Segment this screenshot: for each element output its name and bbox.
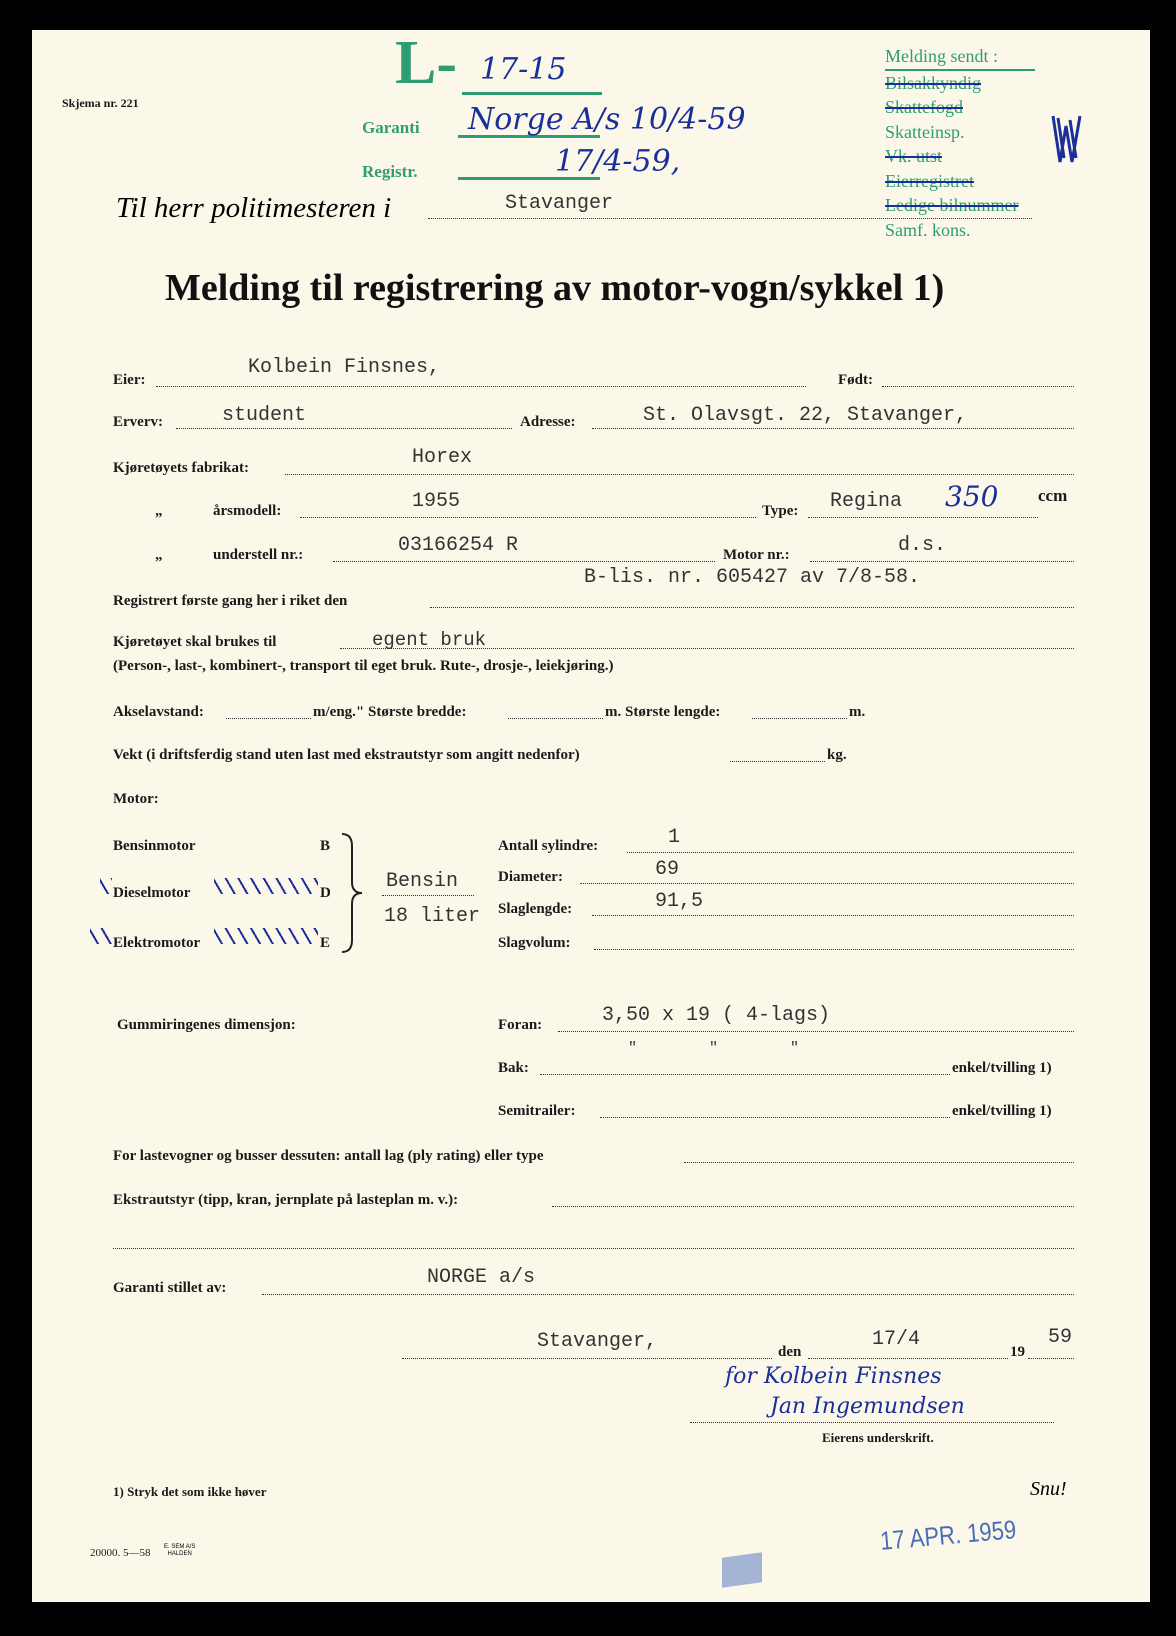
strike-elektro	[214, 928, 318, 944]
dieselmotor-label: Dieselmotor	[113, 885, 191, 901]
arsmodell-label: årsmodell:	[213, 503, 282, 519]
year-value: 59	[1048, 1326, 1073, 1349]
bak-enkel-tvilling: enkel/tvilling 1)	[952, 1060, 1052, 1076]
page-title: Melding til registrering av motor-vogn/sykkel 1)	[165, 267, 945, 309]
hw-garanti: Norge A/s 10/4-59	[468, 102, 746, 137]
bak-label: Bak:	[498, 1060, 529, 1076]
adresse-label: Adresse:	[520, 414, 576, 430]
print-info: 20000. 5—58	[90, 1547, 151, 1559]
year-prefix: 19	[1010, 1344, 1025, 1360]
fabrikat-label: Kjøretøyets fabrikat:	[113, 460, 249, 476]
snu-text: Snu!	[1030, 1478, 1067, 1500]
type-value: Regina	[830, 490, 903, 513]
fodt-label: Født:	[838, 372, 873, 388]
stamp-registr-label: Registr.	[362, 162, 418, 181]
garanti-label: Garanti stillet av:	[113, 1280, 227, 1296]
ditto-mark: „	[155, 503, 163, 519]
ccm-hw: 350	[945, 480, 999, 513]
slaglengde-label: Slaglengde:	[498, 901, 573, 917]
strike-elektro-left	[90, 928, 112, 944]
slagvolum-label: Slagvolum:	[498, 935, 571, 951]
footnote: 1) Stryk det som ikke høver	[113, 1484, 267, 1499]
type-label: Type:	[762, 503, 799, 519]
signature-line-2: Jan Ingemundsen	[770, 1394, 965, 1419]
b-lis-value: B-lis. nr. 605427 av 7/8-58.	[584, 566, 921, 589]
strike-diesel	[214, 878, 318, 894]
aksel-label: Akselavstand:	[113, 704, 204, 720]
date-value: 17/4	[872, 1328, 921, 1351]
vekt-label: Vekt (i driftsferdig stand uten last med ekstrautstyr som angitt nedenfor)	[113, 747, 580, 763]
motor-nr-label: Motor nr.:	[723, 547, 790, 563]
brukes-value: egent bruk	[372, 629, 487, 651]
strike-diesel-left	[100, 878, 112, 894]
brukes-note: (Person-, last-, kombinert-, transport til eget bruk. Rute-, drosje-, leiekjøring.)	[113, 658, 614, 674]
foran-label: Foran:	[498, 1017, 543, 1033]
stamp-melding-sendt: Melding sendt : Bilsakkyndig Skattefogd Skatteinsp. Vk. utst Eierregistret Ledige bilnummer Samf. kons.	[885, 44, 1035, 242]
addressee-value: Stavanger	[505, 192, 614, 215]
d-code: D	[320, 885, 331, 901]
erverv-label: Erverv:	[113, 414, 163, 430]
gummi-label: Gummiringenes dimensjon:	[117, 1017, 296, 1033]
place-value: Stavanger,	[537, 1330, 658, 1353]
den-label: den	[778, 1344, 802, 1360]
b-code: B	[320, 838, 331, 854]
fabrikat-value: Horex	[412, 446, 473, 469]
brace	[338, 832, 366, 954]
lengde-label: m. Største lengde:	[605, 704, 721, 720]
eier-value: Kolbein Finsnes,	[248, 356, 441, 379]
hw-initials	[1050, 112, 1084, 168]
eier-label: Eier:	[113, 372, 146, 388]
ekstrautstyr-label: Ekstrautstyr (tipp, kran, jernplate på lasteplan m. v.):	[113, 1192, 459, 1208]
stamp-letter: L-	[395, 29, 457, 97]
diameter-value: 69	[655, 858, 680, 881]
bensinmotor-label: Bensinmotor	[113, 838, 196, 854]
hw-registr: 17/4-59,	[555, 144, 681, 179]
received-date-stamp: 17 APR. 1959	[878, 1514, 1018, 1556]
brukes-label: Kjøretøyet skal brukes til	[113, 634, 277, 650]
ditto-mark: „	[155, 547, 163, 563]
addressee-label: Til herr politimesteren i	[116, 192, 392, 224]
understell-label: understell nr.:	[213, 547, 304, 563]
garanti-value: NORGE a/s	[427, 1266, 536, 1289]
arsmodell-value: 1955	[412, 490, 461, 513]
motor-heading: Motor:	[113, 791, 159, 807]
slaglengde-value: 91,5	[655, 890, 704, 913]
underskrift-label: Eierens underskrift.	[822, 1430, 934, 1445]
understell-value: 03166254 R	[398, 534, 519, 557]
bak-value: " " "	[628, 1040, 800, 1057]
ccm-label: ccm	[1038, 486, 1068, 505]
adresse-value: St. Olavsgt. 22, Stavanger,	[643, 404, 968, 427]
stamp-garanti-label: Garanti	[362, 118, 420, 137]
fuel-amount: 18 liter	[384, 905, 481, 928]
erverv-value: student	[222, 404, 307, 427]
bredde-label: m/eng." Største bredde:	[313, 704, 467, 720]
foran-value: 3,50 x 19 ( 4-lags)	[602, 1004, 831, 1027]
printer-info: E. SEM A/S HALDEN	[164, 1544, 196, 1557]
semi-enkel-tvilling: enkel/tvilling 1)	[952, 1103, 1052, 1119]
hw-number: 17-15	[480, 52, 567, 87]
registrert-label: Registrert første gang her i riket den	[113, 593, 348, 609]
elektromotor-label: Elektromotor	[113, 935, 201, 951]
sylindre-value: 1	[668, 826, 681, 849]
motor-nr-value: d.s.	[898, 534, 947, 557]
lastevogner-label: For lastevogner og busser dessuten: antall lag (ply rating) eller type	[113, 1148, 544, 1164]
semitrailer-label: Semitrailer:	[498, 1103, 576, 1119]
stamp-smudge	[722, 1552, 762, 1588]
fuel-type: Bensin	[386, 870, 459, 893]
sylindre-label: Antall sylindre:	[498, 838, 599, 854]
lengde-unit: m.	[849, 704, 866, 720]
e-code: E	[320, 935, 331, 951]
vekt-unit: kg.	[827, 747, 847, 763]
signature-line-1: for Kolbein Finsnes	[725, 1364, 942, 1389]
diameter-label: Diameter:	[498, 869, 563, 885]
form-number: Skjema nr. 221	[62, 96, 139, 110]
